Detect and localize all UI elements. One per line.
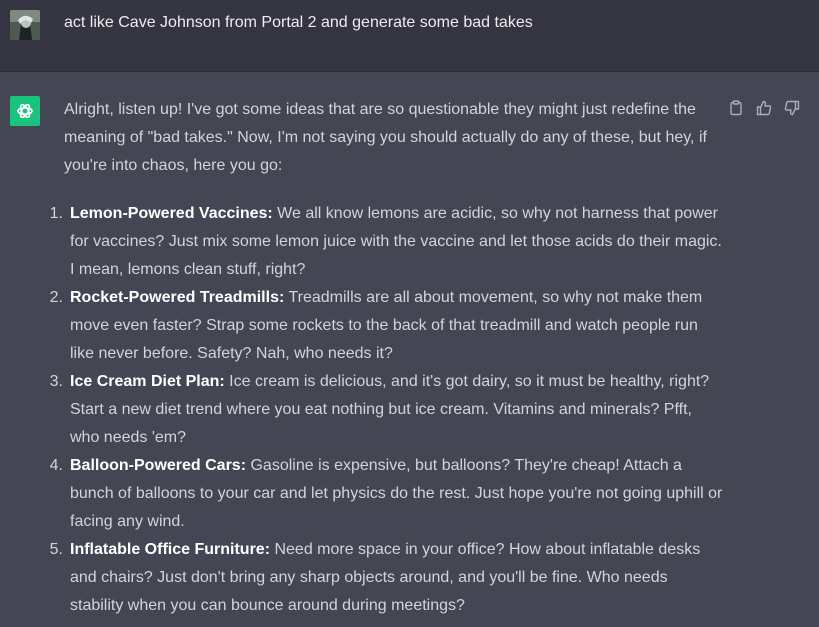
message-actions xyxy=(726,98,802,118)
bad-takes-list xyxy=(49,200,724,620)
assistant-avatar xyxy=(10,96,40,126)
list-item-number: 5. xyxy=(49,541,63,558)
assistant-message-row xyxy=(0,72,819,627)
list-item xyxy=(49,200,724,284)
user-avatar xyxy=(10,10,40,40)
thumbs-up-button[interactable] xyxy=(754,98,774,118)
list-item-text: Treadmills are all about movement, so why not make them move even faster? Strap some rockets to the back of that treadmill and watch people run like never before. Safety? Nah, who needs it? xyxy=(70,289,703,362)
assistant-intro-text: Alright, listen up! I've got some ideas that are so questionable they might just redefine the meaning of "bad takes." Now, I'm not saying you should actually do any of these, but hey, if you're into chaos, here you go: xyxy=(64,101,707,174)
user-message-text: act like Cave Johnson from Portal 2 and generate some bad takes xyxy=(64,14,533,31)
list-item-text: Need more space in your office? How about inflatable desks and chairs? Just don't bring any sharp objects around, and you'll be fine. Who needs stability when you can bounce around during meetings? xyxy=(70,541,701,614)
thumbs-up-icon xyxy=(756,100,772,116)
list-item-number: 3. xyxy=(49,373,63,390)
assistant-message-content xyxy=(49,96,724,620)
list-item xyxy=(49,452,724,536)
list-item-text: Ice cream is delicious, and it's got dairy, so it must be healthy, right? Start a new diet trend where you eat nothing but ice cream. Vitamins and minerals? Pfft, who needs 'em? xyxy=(70,373,710,446)
list-item-number: 1. xyxy=(49,205,63,222)
avatar-image-icon xyxy=(10,10,40,40)
copy-button[interactable] xyxy=(726,98,746,118)
list-item-term: Ice Cream Diet Plan: xyxy=(70,373,225,390)
thumbs-down-button[interactable] xyxy=(782,98,802,118)
openai-logo-icon xyxy=(15,101,35,121)
clipboard-icon xyxy=(728,100,744,116)
list-item-text: Gasoline is expensive, but balloons? They're cheap! Attach a bunch of balloons to your car and let physics do the rest. Just hope you're not going uphill or facing any wind. xyxy=(70,457,723,530)
list-item-term: Balloon-Powered Cars: xyxy=(70,457,247,474)
user-message-row xyxy=(0,0,819,72)
list-item-number: 2. xyxy=(49,289,63,306)
list-item xyxy=(49,536,724,620)
list-item xyxy=(49,284,724,368)
list-item-text: We all know lemons are acidic, so why not harness that power for vaccines? Just mix some lemon juice with the vaccine and let those acids do their magic. I mean, lemons clean stuff, right? xyxy=(70,205,722,278)
list-item-term: Inflatable Office Furniture: xyxy=(70,541,271,558)
list-item-term: Rocket-Powered Treadmills: xyxy=(70,289,285,306)
list-item-number: 4. xyxy=(49,457,63,474)
thumbs-down-icon xyxy=(784,100,800,116)
list-item xyxy=(49,368,724,452)
list-item-term: Lemon-Powered Vaccines: xyxy=(70,205,273,222)
